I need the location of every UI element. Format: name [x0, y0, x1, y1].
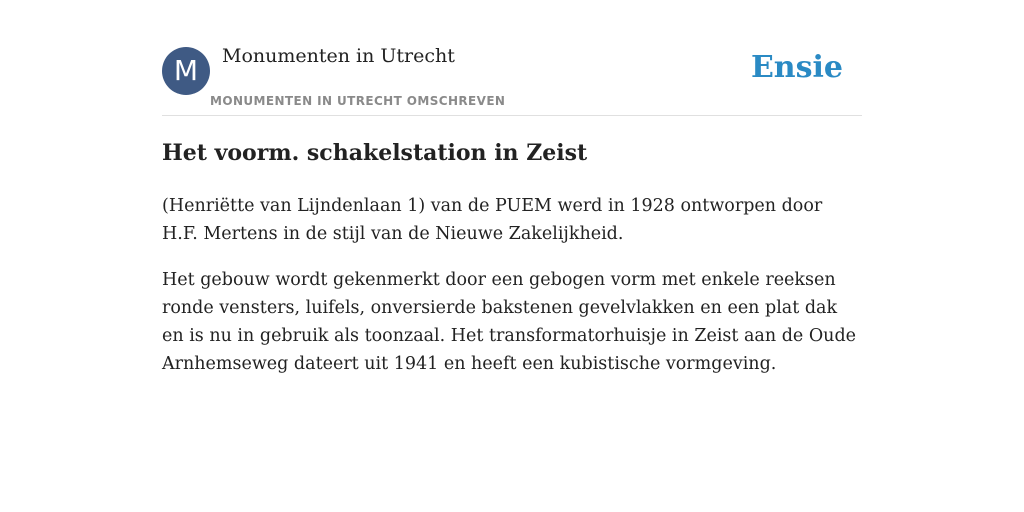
site-title[interactable]: Monumenten in Utrecht: [222, 45, 455, 67]
header: [162, 0, 862, 116]
site-subtitle: MONUMENTEN IN UTRECHT OMSCHREVEN: [210, 94, 506, 108]
article-title: Het voorm. schakelstation in Zeist: [162, 140, 588, 166]
article-paragraph-2: Het gebouw wordt gekenmerkt door een gebogen vorm met enkele reeksen ronde vensters, luifels, onversierde bakstenen gevelvlakken en een plat dak en is nu in gebruik als toonzaal. Het transformatorhuisje in Zeist aan de Oude Arnhemseweg dateert uit 1941 en heeft een kubistische vormgeving.: [162, 270, 857, 374]
article-paragraph-1: (Henriëtte van Lijndenlaan 1) van de PUEM werd in 1928 ontworpen door H.F. Mertens in de stijl van de Nieuwe Zakelijkheid.: [162, 196, 823, 244]
content-container: [162, 0, 862, 374]
avatar[interactable]: M: [162, 47, 210, 95]
ensie-logo[interactable]: Ensie: [750, 50, 843, 85]
